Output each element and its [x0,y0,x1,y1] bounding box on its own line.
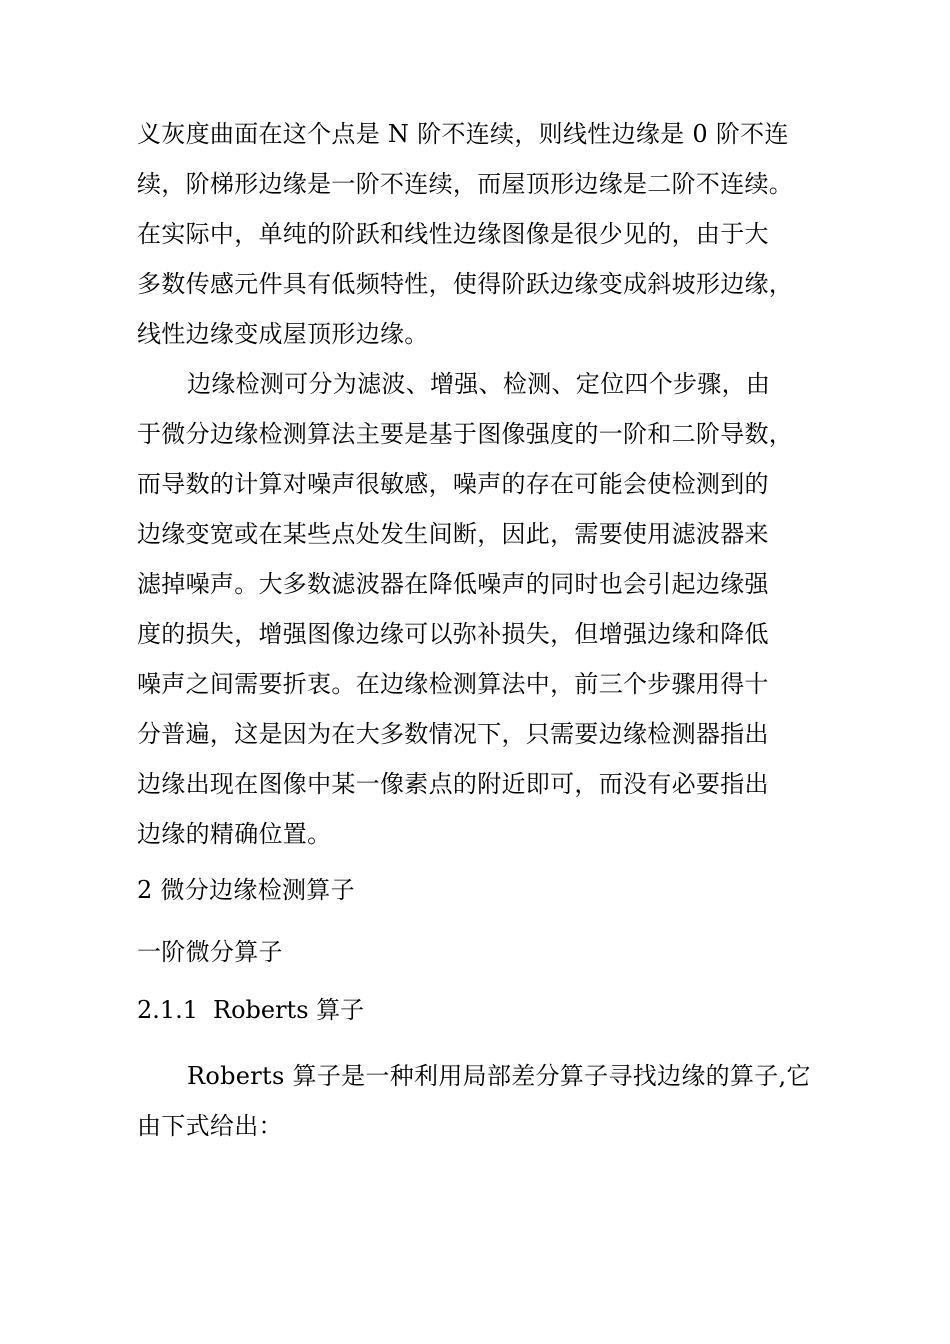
paragraph-2-line-10: 边缘的精确位置。 [137,820,332,848]
paragraph-1-line-1: 义灰度曲面在这个点是 N 阶不连续，则线性边缘是 0 阶不连 [137,120,789,148]
paragraph-2-line-2: 于微分边缘检测算法主要是基于图像强度的一阶和二阶导数， [137,420,794,448]
paragraph-1-line-2: 续，阶梯形边缘是一阶不连续，而屋顶形边缘是二阶不连续。 [137,170,794,198]
paragraph-2-line-6: 度的损失，增强图像边缘可以弥补损失，但增强边缘和降低 [137,620,769,648]
paragraph-2-line-1: 边缘检测可分为滤波、增强、检测、定位四个步骤，由 [187,370,771,398]
subsection-heading: 一阶微分算子 [137,938,283,966]
section-heading: 2 微分边缘检测算子 [137,876,355,904]
paragraph-2-line-9: 边缘出现在图像中某一像素点的附近即可，而没有必要指出 [137,770,769,798]
paragraph-2-line-5: 滤掉噪声。大多数滤波器在降低噪声的同时也会引起边缘强 [137,570,769,598]
subsubsection-title: Roberts 算子 [213,996,365,1024]
paragraph-1-line-4: 多数传感元件具有低频特性，使得阶跃边缘变成斜坡形边缘， [137,270,794,298]
paragraph-3-line-1: Roberts 算子是一种利用局部差分算子寻找边缘的算子,它 [187,1062,811,1090]
paragraph-1-line-3: 在实际中，单纯的阶跃和线性边缘图像是很少见的，由于大 [137,220,769,248]
paragraph-2-line-8: 分普遍，这是因为在大多数情况下，只需要边缘检测器指出 [137,720,769,748]
paragraph-2-line-3: 而导数的计算对噪声很敏感，噪声的存在可能会使检测到的 [137,470,769,498]
subsubsection-number: 2.1.1 [137,996,199,1024]
paragraph-3-line-2: 由下式给出： [137,1112,283,1140]
paragraph-2-line-7: 噪声之间需要折衷。在边缘检测算法中，前三个步骤用得十 [137,670,769,698]
paragraph-2-line-4: 边缘变宽或在某些点处发生间断，因此，需要使用滤波器来 [137,520,769,548]
paragraph-1-line-5: 线性边缘变成屋顶形边缘。 [137,320,429,348]
